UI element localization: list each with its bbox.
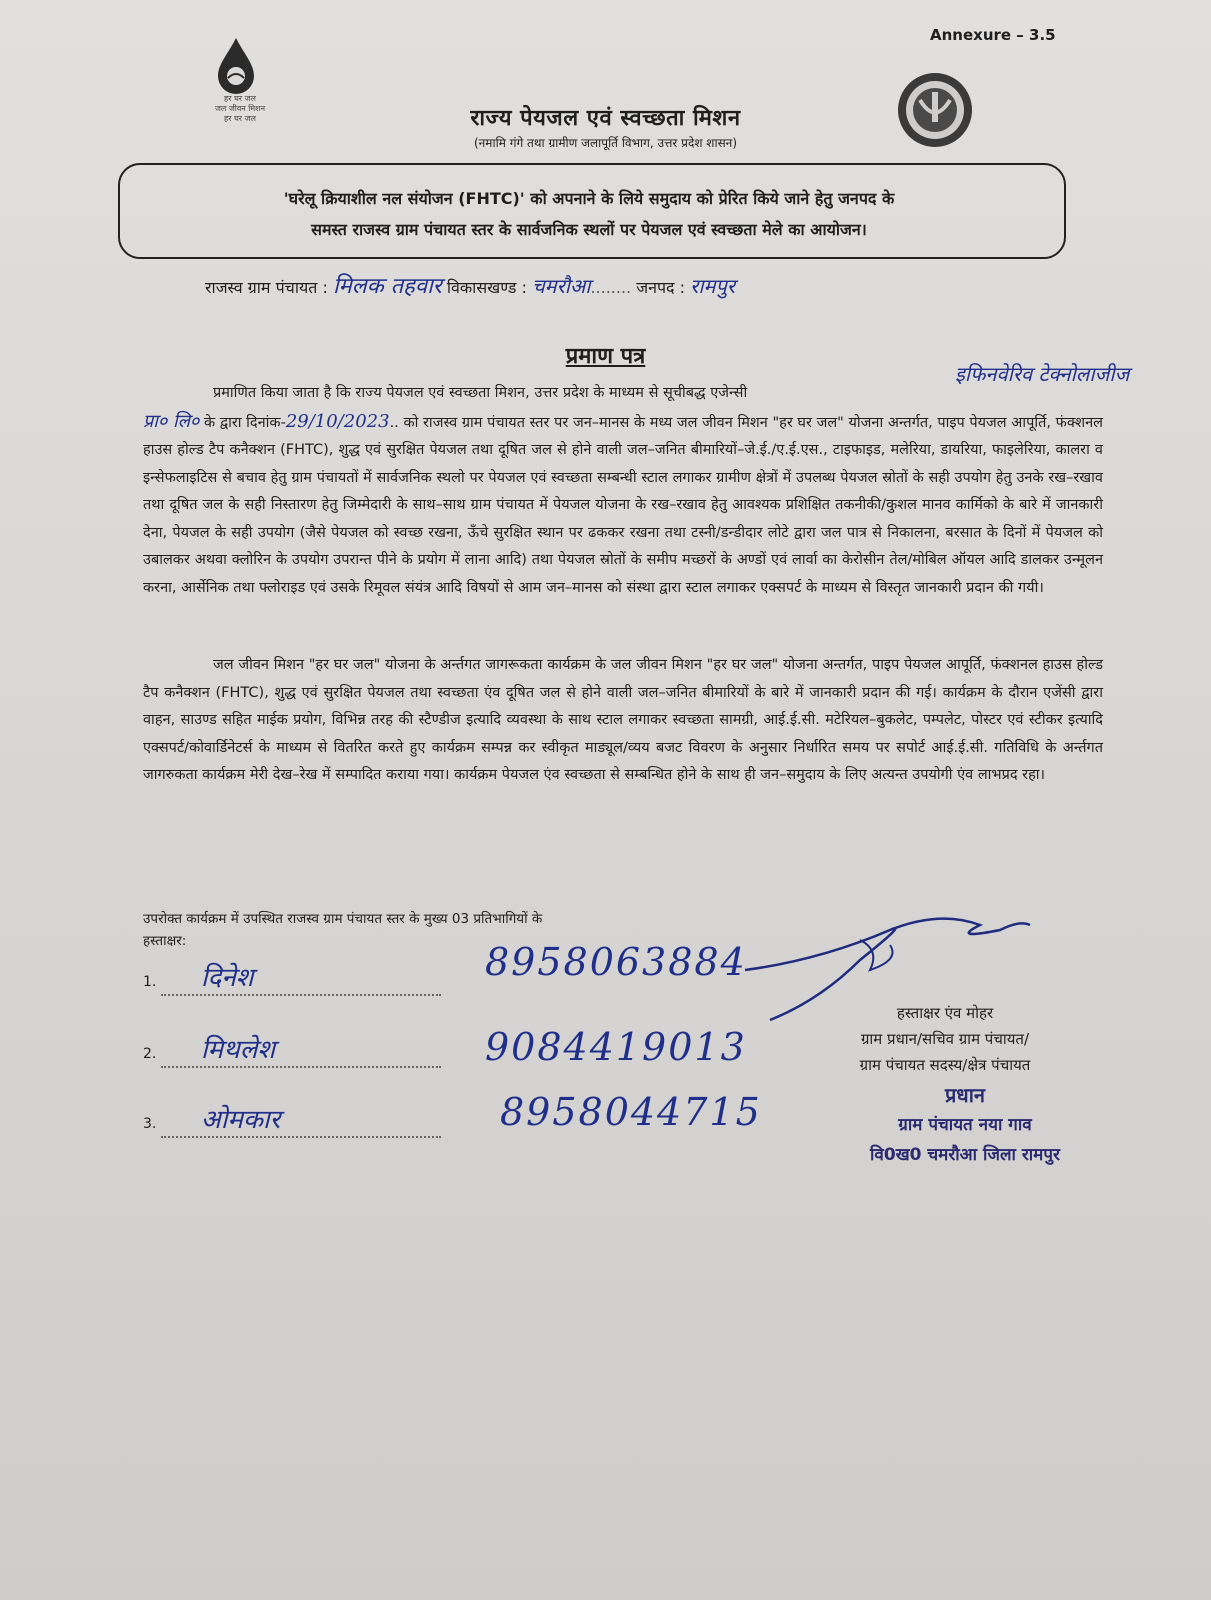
location-line [205, 270, 1105, 300]
water-drop-icon [214, 36, 258, 96]
participant-name: ओमकार [161, 1100, 441, 1138]
p1-intro: प्रमाणित किया जाता है कि राज्य पेयजल एवं स्वच्छता मिशन, उत्तर प्रदेश के माध्यम से सूचीबद्ध एजेन्सी [213, 385, 748, 401]
participant-name: दिनेश [161, 958, 441, 996]
signatory-line-3: ग्राम पंचायत सदस्य/क्षेत्र पंचायत [859, 1056, 1031, 1074]
org-subtitle: (नमामि गंगे तथा ग्रामीण जलापूर्ति विभाग, उत्तर प्रदेश शासन) [473, 136, 738, 150]
block-value: चमरौआ [531, 274, 591, 298]
district-label: जनपद : [636, 278, 686, 297]
participant-row-2 [143, 1030, 441, 1068]
stamp-title: प्रधान [945, 1083, 985, 1107]
org-title: राज्य पेयजल एवं स्वच्छता मिशन [470, 106, 741, 131]
annexure-label: Annexure – 3.5 [930, 26, 1056, 44]
stamp-line-2: ग्राम पंचायत नया गाव [898, 1115, 1032, 1135]
participant-number: 2. [143, 1046, 157, 1062]
participant-phone: 8958044715 [500, 1090, 762, 1134]
certificate-paragraph-1: प्रमाणित किया जाता है कि राज्य पेयजल एवं स्वच्छता मिशन, उत्तर प्रदेश के माध्यम से सूचीबद्ध एजेन्सी प्रा० लि० के द्वारा दिनांक-29/10/2023.. को राजस्व ग्राम पंचायत स्तर पर जन–मानस के मध्य जल जीवन मिशन "हर घर जल" योजना अन्तर्गत, पाइप पेयजल आपूर्ति, फंक्शनल हाउस होल्ड टैप कनैक्शन (FHTC), शुद्ध एवं सुरक्षित पेयजल तथा दूषित जल से होने वाली जल–जनित बीमारियों–जे.ई./ए.ई.एस., टाइफाइड, मलेरिया, डायरिया, फाइलेरिया, कालरा व इन्सेफलाइटिस से बचाव हेतु ग्राम पंचायतों में सार्वजनिक स्थलो पर पेयजल एवं स्वच्छता सम्बन्धी स्टाल लगाकर ग्रामीण क्षेत्रों में उपलब्ध पेयजल स्रोतों के सही उपयोग हेतु उनके रख–रखाव तथा दूषित जल के सही निस्तारण हेतु जिम्मेदारी के साथ–साथ ग्राम पंचायत में पेयजल योजना के रख–रखाव हेतु आवश्यक प्रशिक्षित तकनीकी/कुशल मानव कार्मिको के बारे में जानकारी देना, पेयजल के सही उपयोग (जैसे पेयजल को स्वच्छ रखना, ऊँचे सुरक्षित स्थान पर ढककर रखना तथा टस्नी/डन्डीदार लोटे द्वारा जल पात्र से निकालना, बरसात के दिनों में पेयजल को उबालकर अथवा क्लोरिन के उपयोग उपरान्त पीने के प्रयोग में लाना आदि) तथा पेयजल स्रोतों के समीप मच्छरों के अण्डों एवं लार्वा का केरोसीन तेल/मोबिल ऑयल आदि डालकर उन्मूलन करना, आर्सेनिक तथा फ्लोराइड एवं उसके रिमूवल संयंत्र आदि विषयों से आम जन–मानस को संस्था द्वारा स्टाल लगाकर एक्सपर्ट के माध्यम से विस्तृत जानकारी प्रदान की गयी। [143, 385, 1104, 596]
signatory-line-1: हस्ताक्षर एंव मोहर [896, 1004, 994, 1022]
signatory-line-2: ग्राम प्रधान/सचिव ग्राम पंचायत/ [860, 1030, 1030, 1048]
participant-number: 3. [143, 1116, 157, 1132]
pradhan-stamp [830, 1080, 1100, 1170]
certificate-title: प्रमाण पत्र [565, 344, 646, 369]
p1-date-label: के द्वारा दिनांक- [203, 414, 286, 431]
participant-name: मिथलेश [161, 1030, 441, 1068]
participant-phone: 9084419013 [485, 1025, 747, 1069]
block-label: विकासखण्ड : [446, 278, 527, 297]
dotted-leader: ........ [590, 278, 632, 297]
stamp-line-3: वि0ख0 चमरौआ जिला रामपुर [870, 1145, 1060, 1165]
logo-caption-text: हर घर जल जल जीवन मिशन हर घर जल [214, 94, 266, 123]
p1-body: को राजस्व ग्राम पंचायत स्तर पर जन–मानस के मध्य जल जीवन मिशन "हर घर जल" योजना अन्तर्गत, पाइप पेयजल आपूर्ति, फंक्शनल हाउस होल्ड टैप कनैक्शन (FHTC), शुद्ध एवं सुरक्षित पेयजल तथा दूषित जल से होने वाली जल–जनित बीमारियों–जे.ई./ए.ई.एस., टाइफाइड, मलेरिया, डायरिया, फाइलेरिया, कालरा व इन्सेफलाइटिस से बचाव हेतु ग्राम पंचायतों में सार्वजनिक स्थलो पर पेयजल एवं स्वच्छता सम्बन्धी स्टाल लगाकर ग्रामीण क्षेत्रों में उपलब्ध पेयजल स्रोतों के सही उपयोग हेतु उनके रख–रखाव तथा दूषित जल के सही निस्तारण हेतु जिम्मेदारी के साथ–साथ ग्राम पंचायत में पेयजल योजना के रख–रखाव हेतु आवश्यक प्रशिक्षित तकनीकी/कुशल मानव कार्मिको के बारे में जानकारी देना, पेयजल के सही उपयोग (जैसे पेयजल को स्वच्छ रखना, ऊँचे सुरक्षित स्थान पर ढककर रखना तथा टस्नी/डन्डीदार लोटे द्वारा जल पात्र से निकालना, बरसात के दिनों में पेयजल को उबालकर अथवा क्लोरिन के उपयोग उपरान्त पीने के प्रयोग में लाना आदि) तथा पेयजल स्रोतों के समीप मच्छरों के अण्डों एवं लार्वा का केरोसीन तेल/मोबिल ऑयल आदि डालकर उन्मूलन करना, आर्सेनिक तथा फ्लोराइड एवं उसके रिमूवल संयंत्र आदि विषयों से आम जन–मानस को संस्था द्वारा स्टाल लगाकर एक्सपर्ट के माध्यम से विस्तृत जानकारी प्रदान की गयी। [143, 414, 1104, 596]
gp-value: मिलक तहवार [332, 274, 442, 299]
notice-line-1: 'घरेलू क्रियाशील नल संयोजन (FHTC)' को अपनाने के लिये समुदाय को प्रेरित किये जाने हेतु जनपद के [283, 189, 895, 208]
signatory-block [810, 1000, 1080, 1078]
participants-label: हस्ताक्षर: [143, 933, 187, 949]
date-handwritten: 29/10/2023 [285, 410, 390, 432]
agency-handwritten: इफिनवेरिव टेक्नोलाजीज [955, 362, 1130, 386]
district-value: रामपुर [690, 274, 736, 298]
pvt-ltd-handwritten: प्रा० लि० [143, 410, 200, 432]
gp-label: राजस्व ग्राम पंचायत : [205, 278, 328, 297]
participant-number: 1. [143, 974, 157, 990]
notice-box [118, 163, 1066, 259]
certificate-paragraph-2 [143, 652, 1103, 790]
p2-body: जल जीवन मिशन "हर घर जल" योजना के अर्न्तगत जागरूकता कार्यक्रम के जल जीवन मिशन "हर घर जल" योजना अन्तर्गत, पाइप पेयजल आपूर्ति, फंक्शनल हाउस होल्ड टैप कनैक्शन (FHTC), शुद्ध एवं सुरक्षित पेयजल तथा स्वच्छता एंव दूषित जल से होने वाली जल–जनित बीमारियों के बारे में जानकारी प्रदान की गई। कार्यक्रम के दौरान एजेंसी द्वारा वाहन, साउण्ड सहित माईक प्रयोग, विभिन्न तरह की स्टैण्डीज इत्यादि व्यवस्था के साथ स्टाल लगाकर स्वच्छता सामग्री, आई.ई.सी. मटेरियल–बुकलेट, पम्पलेट, पोस्टर एवं स्टीकर इत्यादि एक्सपर्ट/कोवार्डिनेटर्स के माध्यम से वितरित करते हुए कार्यक्रम सम्पन्न कर स्वीकृत माड्यूल/व्यय बजट विवरण के अनुसार निर्धारित समय पर सपोर्ट आई.ई.सी. गतिविधि के अर्न्तगत जागरुकता कार्यक्रम मेरी देख–रेख में सम्पादित कराया गया। कार्यक्रम पेयजल एंव स्वच्छता से सम्बन्धित होने के साथ ही जन–समुदाय के लिए अत्यन्त उपयोगी एंव लाभप्रद रहा। [143, 657, 1103, 783]
participant-phone: 8958063884 [485, 940, 747, 984]
notice-line-2: समस्त राजस्व ग्राम पंचायत स्तर के सार्वजनिक स्थलों पर पेयजल एवं स्वच्छता मेले का आयोजन। [311, 220, 867, 239]
participants-intro-text: उपरोक्त कार्यक्रम में उपस्थित राजस्व ग्राम पंचायत स्तर के मुख्य 03 प्रतिभागियों के [143, 911, 543, 927]
participant-row-3 [143, 1100, 441, 1138]
participant-row-1 [143, 958, 441, 996]
